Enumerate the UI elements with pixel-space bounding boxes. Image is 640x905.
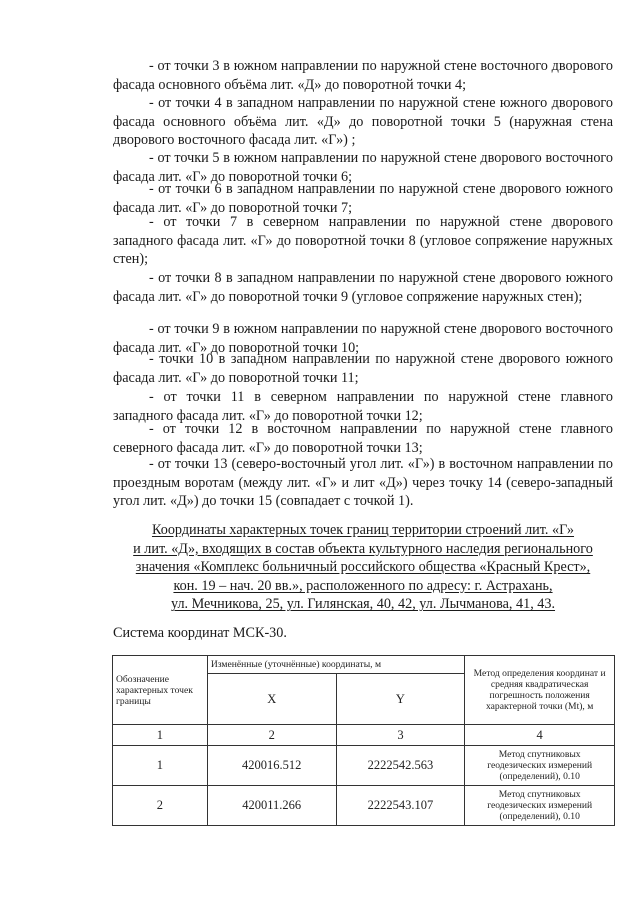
header-coordinates-group: Изменённые (уточнённые) координаты, м bbox=[207, 656, 464, 674]
table-index-row bbox=[113, 725, 615, 746]
paragraph-point-13: - от точки 13 (северо-восточный угол лит. «Г») в восточном направлении по проездным воротам (между лит. «Г» и лит «Д») через точку 14 (северо-западный угол лит. «Д») до точки 15 (совпадает с точкой 1). bbox=[113, 456, 613, 510]
y-cell: 2222543.107 bbox=[336, 786, 465, 826]
paragraph-point-7: - от точки 7 в северном направлении по наружной стене дворового западного фасада лит. «Г» до поворотной точки 8 (угловое сопряжение наружных стен); bbox=[113, 214, 613, 268]
paragraph-point-6: - от точки 6 в западном направлении по наружной стене дворового южного фасада лит. «Г» до поворотной точки 7; bbox=[113, 181, 613, 216]
paragraph-point-9: - от точки 9 в южном направлении по наружной стене дворового восточного фасада лит. «Г» до поворотной точки 10; bbox=[113, 321, 613, 356]
table-row bbox=[113, 746, 615, 786]
table-row bbox=[113, 786, 615, 826]
index-cell: 1 bbox=[113, 725, 208, 746]
coordinates-table bbox=[112, 655, 615, 826]
coordinates-heading bbox=[113, 521, 613, 614]
index-cell: 2 bbox=[207, 725, 336, 746]
table-header-row bbox=[113, 656, 615, 674]
heading-line: ул. Мечникова, 25, ул. Гилянская, 40, 42, ул. Лычманова, 41, 43. bbox=[170, 596, 556, 613]
heading-line: значения «Комплекс больничный российского общества «Красный Крест», bbox=[135, 559, 591, 576]
index-cell: 4 bbox=[465, 725, 615, 746]
heading-line: кон. 19 – нач. 20 вв.», расположенного по адресу: г. Астрахань, bbox=[173, 577, 553, 594]
point-cell: 2 bbox=[113, 786, 208, 826]
index-cell: 3 bbox=[336, 725, 465, 746]
y-cell: 2222542.563 bbox=[336, 746, 465, 786]
heading-line: Координаты характерных точек границ территории строений лит. «Г» bbox=[151, 522, 575, 538]
paragraph-point-10: - точки 10 в западном направлении по наружной стене дворового южного фасада лит. «Г» до поворотной точки 11; bbox=[113, 351, 613, 386]
header-method: Метод определения координат и средняя квадратическая погрешность положения характерной точки (Mt), м bbox=[465, 656, 615, 725]
paragraph-point-4: - от точки 4 в западном направлении по наружной стене южного дворового фасада основного объёма лит. «Д» до поворотной точки 5 (наружная стена дворового восточного фасада лит. «Г») ; bbox=[113, 95, 613, 149]
paragraph-point-8: - от точки 8 в западном направлении по наружной стене дворового южного фасада лит. «Г» до поворотной точки 9 (угловое сопряжение наружных стен); bbox=[113, 270, 613, 305]
heading-line: и лит. «Д», входящих в состав объекта культурного наследия регионального bbox=[133, 540, 593, 557]
paragraph-point-11: - от точки 11 в северном направлении по наружной стене главного западного фасада лит. «Г» до поворотной точки 12; bbox=[113, 389, 613, 424]
header-y: Y bbox=[336, 674, 465, 725]
point-cell: 1 bbox=[113, 746, 208, 786]
method-cell: Метод спутниковых геодезических измерений (определений), 0.10 bbox=[465, 746, 615, 786]
header-point-designation: Обозначение характерных точек границы bbox=[113, 656, 208, 725]
header-x: X bbox=[207, 674, 336, 725]
paragraph-point-5: - от точки 5 в южном направлении по наружной стене дворового восточного фасада лит. «Г» до поворотной точки 6; bbox=[113, 150, 613, 185]
paragraph-point-3: - от точки 3 в южном направлении по наружной стене восточного дворового фасада основного объёма лит. «Д» до поворотной точки 4; bbox=[113, 58, 613, 93]
paragraph-point-12: - от точки 12 в восточном направлении по наружной стене главного северного фасада лит. «Г» до поворотной точки 13; bbox=[113, 421, 613, 456]
method-cell: Метод спутниковых геодезических измерений (определений), 0.10 bbox=[465, 786, 615, 826]
x-cell: 420016.512 bbox=[207, 746, 336, 786]
coordinate-system-label: Система координат МСК-30. bbox=[113, 625, 287, 641]
x-cell: 420011.266 bbox=[207, 786, 336, 826]
